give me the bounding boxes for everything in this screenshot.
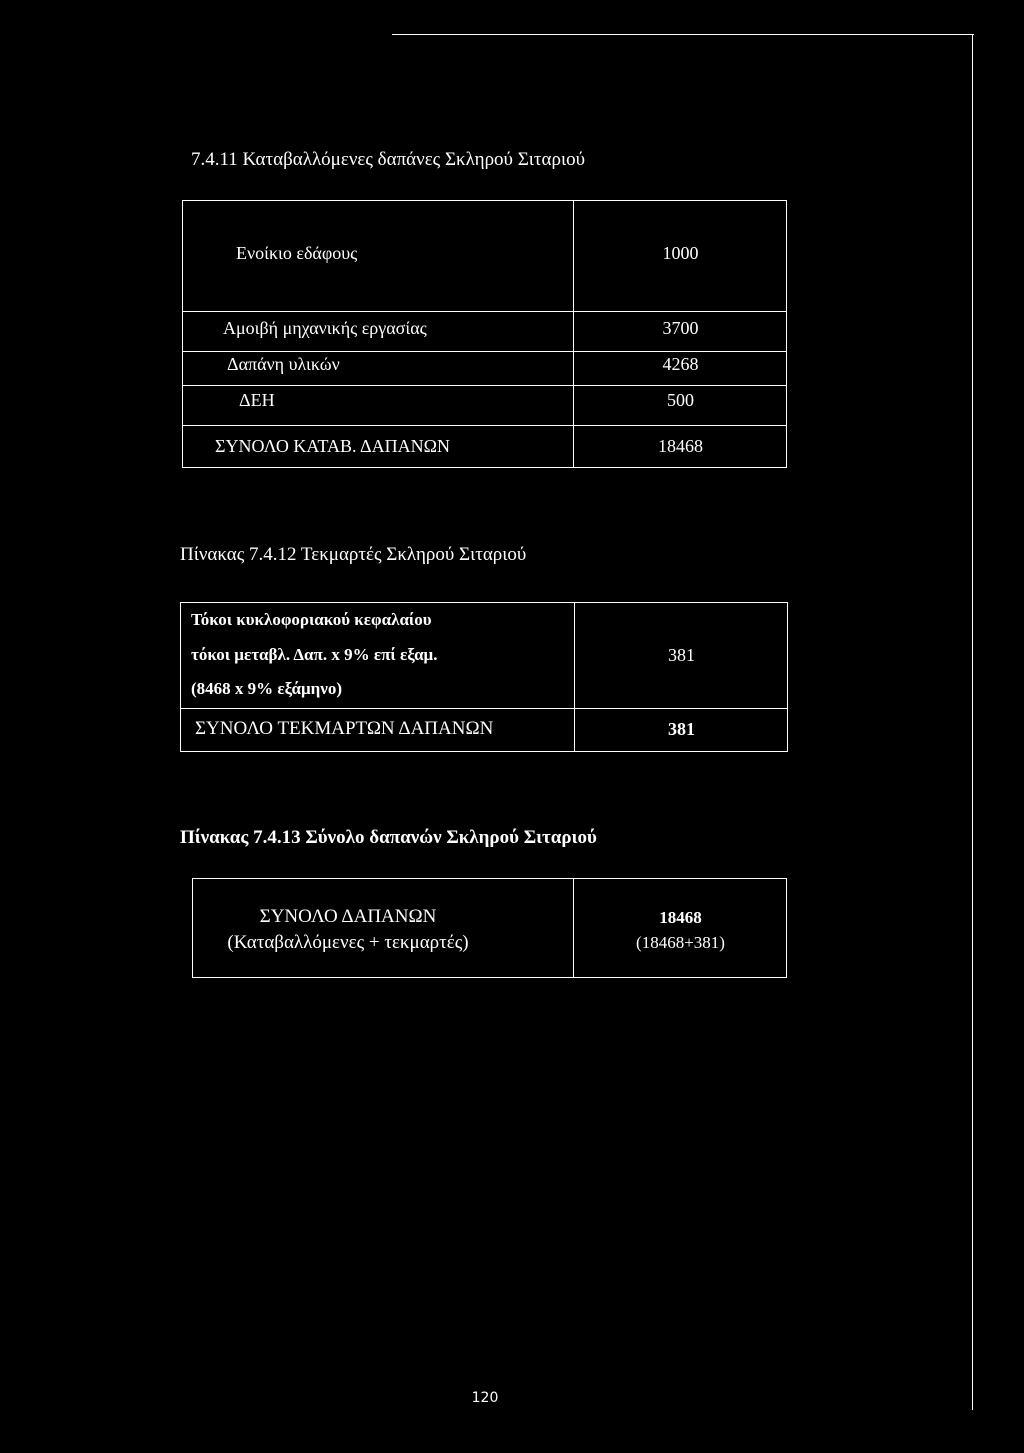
table-row-label: Αμοιβή μηχανικής εργασίας bbox=[223, 318, 427, 338]
section-title: 7.4.11 Καταβαλλόμενες δαπάνες Σκληρού Σιταριού bbox=[191, 149, 585, 170]
table-total-label: ΣΥΝΟΛΟ ΔΑΠΑΝΩΝ bbox=[259, 906, 437, 927]
row-divider bbox=[183, 351, 786, 352]
table-row-value: 1000 bbox=[662, 243, 699, 263]
table-total-label: (Καταβαλλόμενες + τεκμαρτές) bbox=[227, 932, 469, 953]
table-row-value: 381 bbox=[668, 645, 695, 665]
table-row-label: ΔΕΗ bbox=[239, 390, 275, 410]
table-total-value: 18468 bbox=[658, 436, 703, 456]
page-border-top bbox=[392, 34, 974, 35]
page-border-right bbox=[972, 34, 973, 1410]
row-divider bbox=[181, 708, 787, 709]
row-divider bbox=[183, 311, 786, 312]
table-total-value: 381 bbox=[668, 719, 695, 739]
paid-expenses-table bbox=[182, 200, 787, 468]
table-row-value: 3700 bbox=[662, 318, 699, 338]
table-3-title: Πίνακας 7.4.13 Σύνολο δαπανών Σκληρού Σιταριού bbox=[180, 827, 597, 848]
table-row-label: Ενοίκιο εδάφους bbox=[236, 243, 358, 263]
table-row-label: (8468 x 9% εξάμηνο) bbox=[191, 679, 343, 698]
table-total-value: 18468 bbox=[659, 908, 702, 927]
table-row-value: 500 bbox=[667, 390, 694, 410]
imputed-expenses-table bbox=[180, 602, 788, 752]
table-total-label: ΣΥΝΟΛΟ ΤΕΚΜΑΡΤΩΝ ΔΑΠΑΝΩΝ bbox=[195, 718, 494, 739]
table-row-label: Δαπάνη υλικών bbox=[227, 354, 340, 374]
page-number: 120 bbox=[471, 1390, 499, 1406]
row-divider bbox=[183, 425, 786, 426]
table-row-label: Τόκοι κυκλοφοριακού κεφαλαίου bbox=[191, 610, 432, 629]
table-total-label: ΣΥΝΟΛΟ ΚΑΤΑΒ. ΔΑΠΑΝΩΝ bbox=[215, 436, 450, 456]
table-row-label: τόκοι μεταβλ. Δαπ. x 9% επί εξαμ. bbox=[191, 645, 438, 664]
table-row-value: 4268 bbox=[662, 354, 699, 374]
table-total-value: (18468+381) bbox=[636, 933, 725, 952]
total-expenses-table bbox=[192, 878, 787, 978]
table-2-title: Πίνακας 7.4.12 Τεκμαρτές Σκληρού Σιταριού bbox=[180, 544, 527, 565]
row-divider bbox=[183, 385, 786, 386]
column-divider bbox=[573, 879, 574, 977]
